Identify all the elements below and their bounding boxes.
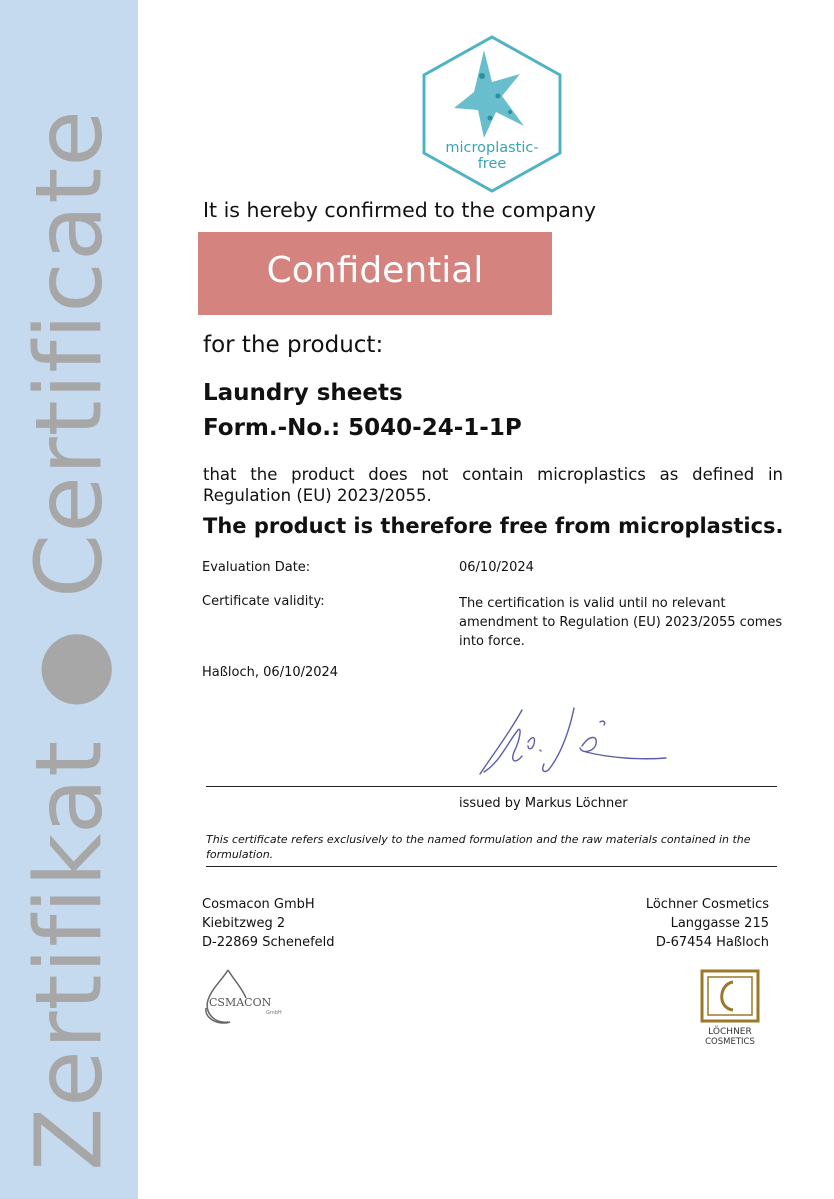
address-cosmacon-line3: D-22869 Schenefeld bbox=[202, 935, 335, 950]
lochner-logo-text1: LÖCHNER bbox=[708, 1027, 752, 1037]
place-date: Haßloch, 06/10/2024 bbox=[202, 665, 339, 680]
cosmacon-logo-sub: GmbH bbox=[266, 1010, 282, 1016]
issued-by: issued by Markus Löchner bbox=[459, 796, 628, 811]
cosmacon-logo-text: CSMACON bbox=[209, 996, 272, 1009]
address-lochner bbox=[646, 895, 769, 952]
lochner-cosmetics-logo bbox=[697, 968, 763, 1050]
badge-line1: microplastic- bbox=[445, 140, 539, 156]
company-redaction-box bbox=[198, 232, 552, 315]
intro-text: It is hereby confirmed to the company bbox=[203, 198, 596, 222]
address-cosmacon bbox=[202, 895, 335, 952]
evaluation-label: Evaluation Date: bbox=[202, 560, 311, 575]
company-redacted-label: Confidential bbox=[266, 250, 484, 291]
description: that the product does not contain microplastics as defined in Regulation (EU) 2023/2055. bbox=[203, 465, 783, 505]
side-banner-text: Zertifikat ● Certificate bbox=[15, 109, 123, 1171]
lochner-logo-text2: COSMETICS bbox=[705, 1037, 755, 1047]
side-banner bbox=[0, 0, 138, 1199]
divider bbox=[206, 866, 777, 867]
conclusion: The product is therefore free from microplastics. bbox=[203, 514, 784, 538]
address-cosmacon-line1: Cosmacon GmbH bbox=[202, 897, 315, 912]
disclaimer: This certificate refers exclusively to the named formulation and the raw materials contained in the formulation. bbox=[206, 833, 751, 861]
signature bbox=[470, 692, 680, 787]
address-lochner-line3: D-67454 Haßloch bbox=[655, 935, 769, 950]
validity-label: Certificate validity: bbox=[202, 594, 325, 609]
product-name: Laundry sheets bbox=[203, 380, 403, 406]
address-lochner-line2: Langgasse 215 bbox=[670, 916, 769, 931]
for-product-label: for the product: bbox=[203, 332, 384, 358]
signature-line bbox=[206, 786, 777, 787]
address-cosmacon-line2: Kiebitzweg 2 bbox=[202, 916, 286, 931]
address-lochner-line1: Löchner Cosmetics bbox=[645, 897, 769, 912]
validity-value: The certification is valid until no relevant amendment to Regulation (EU) 2023/2055 comes into force. bbox=[459, 596, 783, 649]
microplastic-free-badge bbox=[420, 34, 564, 194]
evaluation-value: 06/10/2024 bbox=[459, 560, 534, 575]
badge-line2: free bbox=[477, 156, 507, 172]
form-number: Form.-No.: 5040-24-1-1P bbox=[203, 415, 522, 441]
cosmacon-logo bbox=[200, 966, 300, 1028]
